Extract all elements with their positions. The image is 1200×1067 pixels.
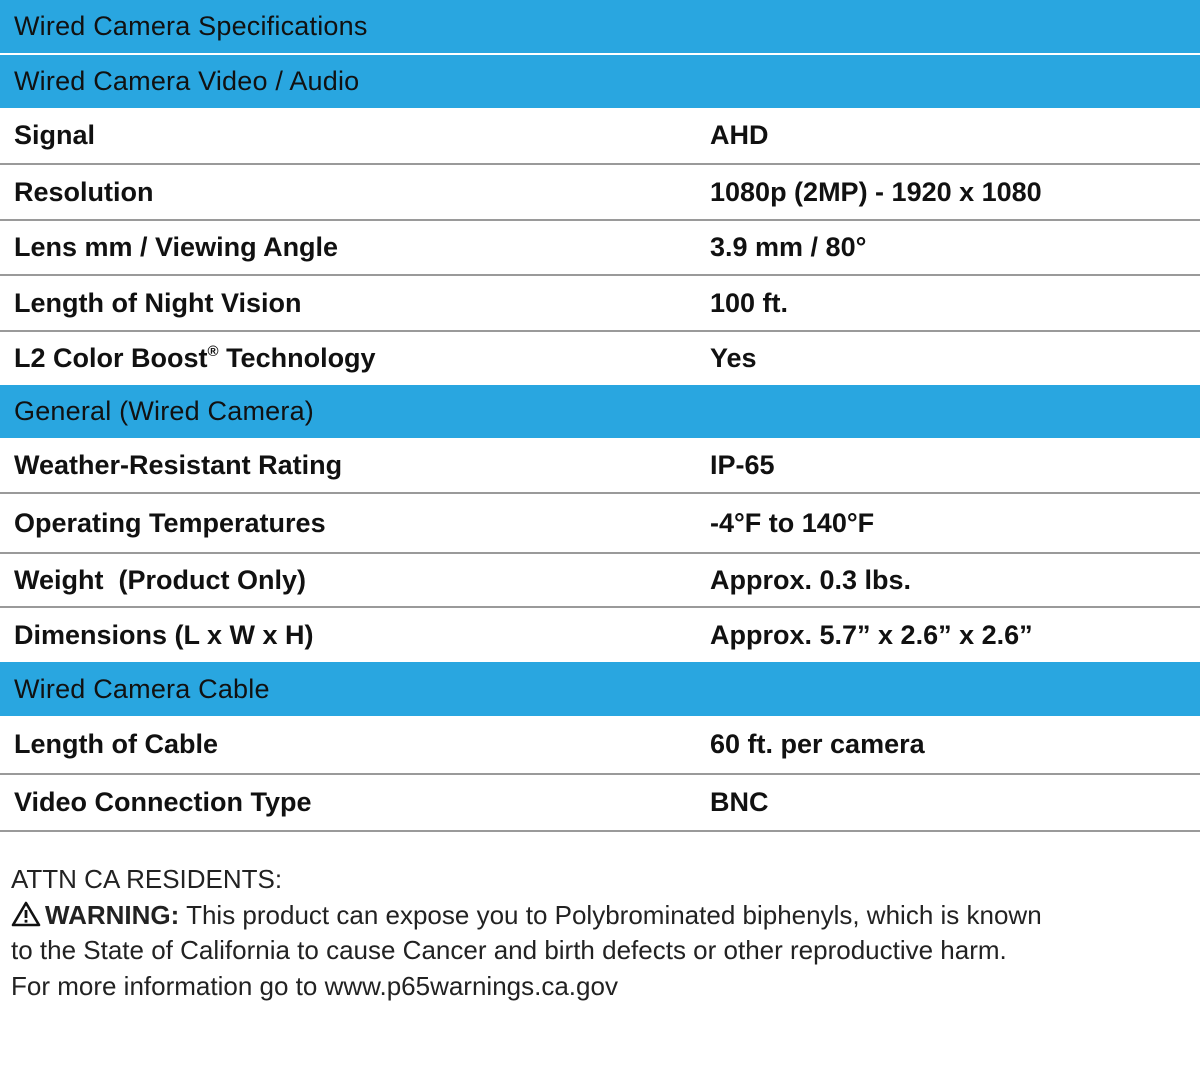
spec-label: Lens mm / Viewing Angle [14, 232, 339, 262]
spec-row-night-vision [0, 276, 1200, 332]
spec-value: 60 ft. per camera [710, 729, 925, 759]
spec-value: Approx. 0.3 lbs. [710, 564, 912, 595]
section-header-general [0, 385, 1200, 438]
warning-label: WARNING: [45, 899, 180, 930]
spec-row-temperatures [0, 494, 1200, 554]
spec-value: AHD [710, 120, 769, 150]
warning-text: This product can expose you to Polybrominated biphenyls, which is known [179, 899, 1042, 930]
section-title: Wired Camera Cable [14, 673, 270, 704]
spec-value: Yes [710, 343, 757, 373]
section-title: Wired Camera Specifications [14, 11, 368, 41]
section-header-specifications [0, 0, 1200, 55]
spec-row-signal [0, 108, 1200, 165]
spec-label: Dimensions (L x W x H) [14, 619, 314, 650]
spec-value: 3.9 mm / 80° [710, 232, 867, 262]
section-title: Wired Camera Video / Audio [14, 66, 360, 96]
section-header-cable [0, 662, 1200, 716]
spec-row-color-boost [0, 332, 1200, 385]
notice-line-1 [11, 898, 1200, 934]
section-header-video-audio [0, 55, 1200, 108]
spec-label: Weight (Product Only) [14, 564, 306, 595]
spec-label: Video Connection Type [14, 787, 312, 817]
registered-mark: ® [207, 343, 219, 360]
spec-label-text: L2 Color Boost [14, 343, 208, 373]
spec-row-connection-type [0, 775, 1200, 832]
spec-row-dimensions [0, 608, 1200, 662]
spec-label: Operating Temperatures [14, 507, 326, 538]
warning-triangle-icon [11, 901, 41, 927]
spec-label: Resolution [14, 176, 154, 207]
spec-value: Approx. 5.7” x 2.6” x 2.6” [710, 619, 1033, 650]
spec-label-suffix: Technology [218, 343, 376, 373]
spec-label: Length of Cable [14, 729, 218, 759]
spec-row-resolution [0, 165, 1200, 221]
spec-label: Length of Night Vision [14, 287, 302, 318]
notice-line-2: to the State of California to cause Cancer and birth defects or other reproductive harm. [11, 935, 1007, 965]
prop65-notice [0, 832, 1200, 1004]
spec-row-weather-rating [0, 438, 1200, 494]
spec-row-cable-length [0, 716, 1200, 775]
notice-heading: ATTN CA RESIDENTS: [11, 864, 283, 894]
spec-label: Signal [14, 120, 96, 150]
spec-row-lens [0, 221, 1200, 276]
spec-row-weight [0, 554, 1200, 608]
spec-label [0, 343, 710, 374]
notice-line-3: For more information go to www.p65warnings.ca.gov [11, 970, 618, 1001]
spec-value: IP-65 [710, 449, 775, 480]
spec-value: 100 ft. [710, 287, 789, 318]
spec-value: BNC [710, 787, 769, 817]
spec-value: 1080p (2MP) - 1920 x 1080 [710, 176, 1042, 207]
spec-label: Weather-Resistant Rating [14, 449, 343, 480]
spec-value: -4°F to 140°F [710, 507, 875, 538]
section-title: General (Wired Camera) [14, 396, 314, 426]
